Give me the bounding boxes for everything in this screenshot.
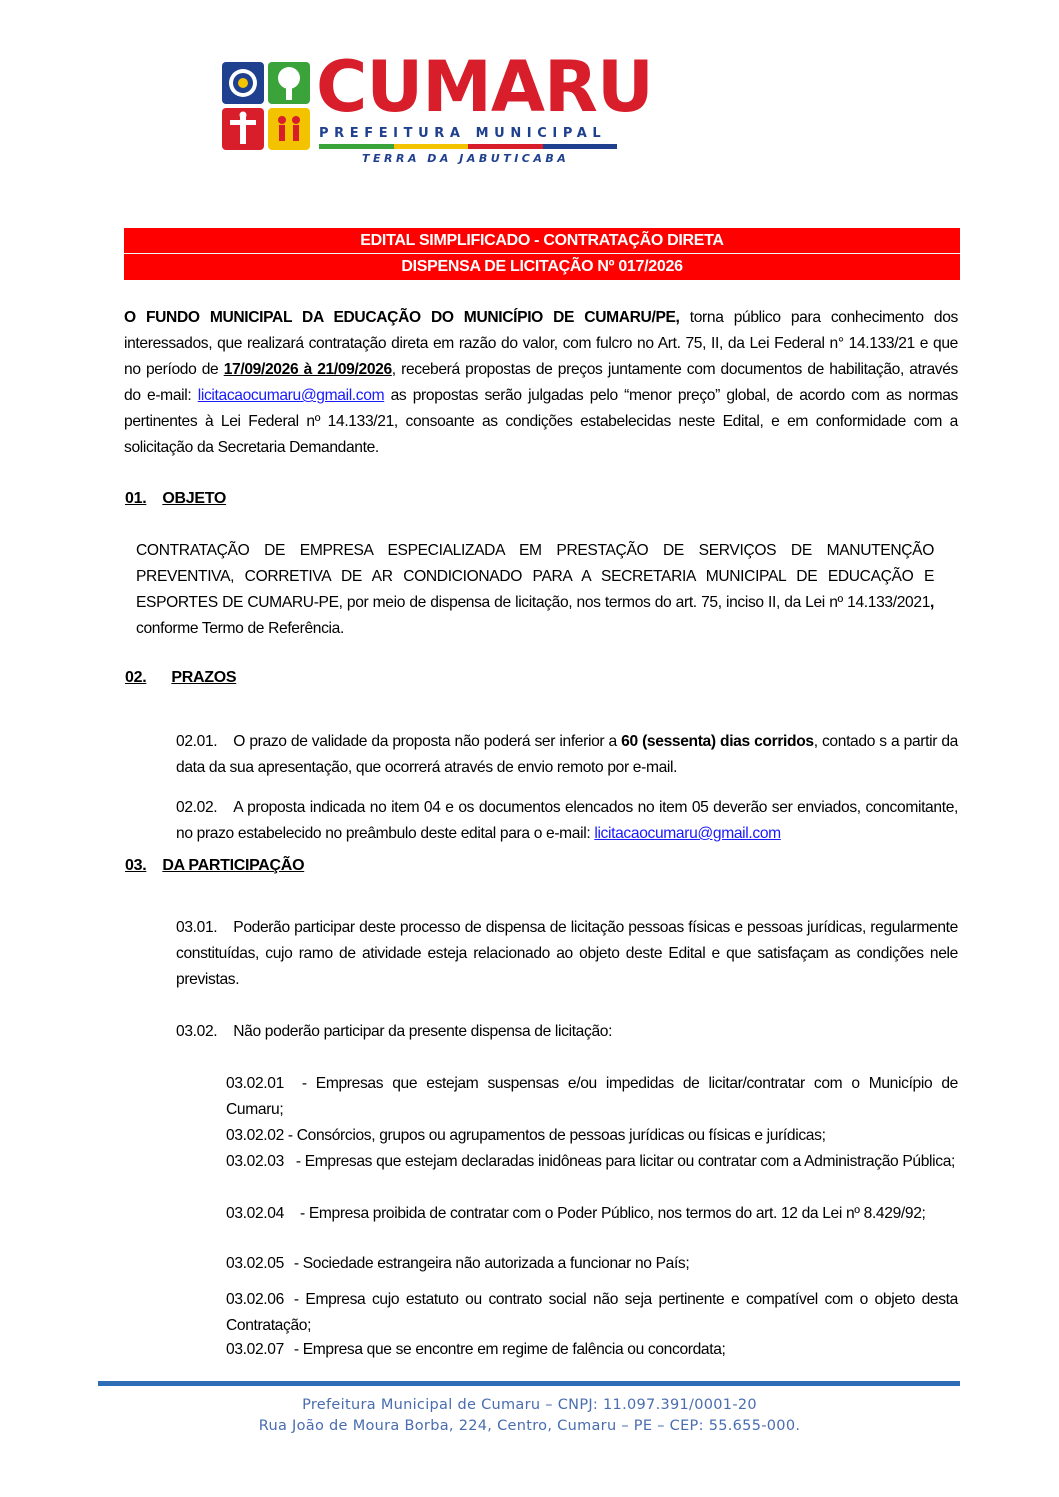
subitem-03-02-03 [226, 1149, 958, 1175]
subitem-code: 03.02.07 [226, 1341, 284, 1358]
item-03-01 [176, 915, 958, 993]
tree-icon [268, 62, 310, 104]
item-03-02-code: 03.02. [176, 1023, 218, 1040]
subitem-text: - Empresas que estejam suspensas e/ou impedidas de licitar/contratar com o Município de Cumaru; [226, 1075, 958, 1118]
subitem-text: - Consórcios, grupos ou agrupamentos de pessoas jurídicas ou físicas e jurídicas; [287, 1127, 826, 1144]
section-02-number: 02. [125, 669, 147, 686]
section-03-number: 03. [125, 857, 147, 874]
subitem-03-02-05 [226, 1251, 958, 1277]
subitem-text: - Empresas que estejam declaradas inidôneas para licitar ou contratar com a Administração Pública; [295, 1153, 956, 1170]
object-description: CONTRATAÇÃO DE EMPRESA ESPECIALIZADA EM PRESTAÇÃO DE SERVIÇOS DE MANUTENÇÃO PREVENTIVA, CORRETIVA DE AR CONDICIONADO PARA A SECRETARIA MUNICIPAL DE EDUCAÇÃO E ESPORTES DE CUMARU-PE, por meio de dispensa de licitação, nos termos do art. 75, inciso II, da Lei nº 14.133/2021 [136, 542, 934, 611]
subitem-03-02-02 [226, 1123, 958, 1149]
brand-subtitle: PREFEITURA MUNICIPAL [319, 126, 607, 141]
intro-text-2: , receberá propostas de preços juntamente com documentos de habilitação, através do e-mail: [124, 361, 958, 404]
intro-period: 17/09/2026 à 21/09/2026 [223, 361, 392, 378]
item-02-01-bold: 60 (sessenta) dias corridos [621, 733, 814, 750]
document-title-banner [124, 228, 960, 280]
intro-email-link[interactable]: licitacaocumaru@gmail.com [197, 387, 385, 404]
banner-line-2: DISPENSA DE LICITAÇÃO Nº 017/2026 [401, 258, 683, 275]
item-02-01 [176, 729, 958, 781]
banner-line-1: EDITAL SIMPLIFICADO - CONTRATAÇÃO DIRETA [360, 232, 724, 249]
subitem-text: - Empresa que se encontre em regime de falência ou concordata; [293, 1341, 726, 1358]
subitem-code: 03.02.02 [226, 1127, 284, 1144]
subitem-03-02-04 [226, 1201, 958, 1227]
subitem-03-02-01 [226, 1071, 958, 1123]
section-02-heading [125, 669, 236, 687]
section-02-title: PRAZOS [171, 669, 237, 686]
logo-emblem [222, 62, 310, 150]
intro-text-3: as propostas serão julgadas pelo “menor preço” global, de acordo com as normas pertinentes à Lei Federal nº 14.133/21, consoante as condições estabelecidas neste Edital, e em conformidade com a solicitação da Secretaria Demandante. [124, 387, 958, 456]
item-02-01-code: 02.01. [176, 733, 218, 750]
footer-line-2: Rua João de Moura Borba, 224, Centro, Cumaru – PE – CEP: 55.655-000. [258, 1418, 801, 1434]
item-03-02-text: Não poderão participar da presente dispensa de licitação: [233, 1023, 613, 1040]
section-01-title: OBJETO [162, 490, 227, 507]
subitem-code: 03.02.05 [226, 1255, 284, 1272]
intro-entity: O FUNDO MUNICIPAL DA EDUCAÇÃO DO MUNICÍPIO DE CUMARU/PE, [124, 309, 680, 326]
section-01-heading [125, 490, 226, 508]
object-comma: , [930, 594, 934, 611]
section-03-heading [125, 857, 304, 875]
item-02-02-email-link[interactable]: licitacaocumaru@gmail.com [594, 825, 781, 842]
footer-divider [98, 1381, 960, 1386]
intro-paragraph [124, 305, 958, 461]
coat-of-arms-icon [222, 62, 264, 104]
brand-color-bars [319, 144, 617, 149]
brand-tagline: TERRA DA JABUTICABA [362, 152, 570, 165]
item-03-01-text: Poderão participar deste processo de dispensa de licitação pessoas físicas e pessoas jurídicas, regularmente constituídas, cujo ramo de atividade esteja relacionado ao objeto deste Edital e que satisfaçam as condições nele previstas. [176, 919, 958, 988]
section-01-object-text [136, 538, 934, 642]
item-02-01-text-2: , contado s a partir da data da sua apresentação, que ocorrerá através de envio remoto por e-mail. [176, 733, 959, 776]
subitem-code: 03.02.06 [226, 1291, 284, 1308]
children-icon [268, 108, 310, 150]
intro-text-1: torna público para conhecimento dos interessados, que realizará contratação direta em razão do valor, com fulcro no Art. 75, II, da Lei Federal n° 14.133/21 e que no período de [124, 309, 958, 378]
subitem-03-02-07 [226, 1337, 958, 1363]
christ-statue-icon [222, 108, 264, 150]
item-02-02-code: 02.02. [176, 799, 218, 816]
subitem-text: - Sociedade estrangeira não autorizada a funcionar no País; [293, 1255, 690, 1272]
subitem-text: - Empresa cujo estatuto ou contrato social não seja pertinente e compatível com o objeto desta Contratação; [226, 1291, 958, 1334]
subitem-code: 03.02.03 [226, 1153, 284, 1170]
subitem-code: 03.02.01 [226, 1075, 284, 1092]
item-02-02-text: A proposta indicada no item 04 e os documentos elencados no item 05 deverão ser enviados, concomitante, no prazo estabelecido no preâmbulo deste edital para o e-mail: [176, 799, 958, 842]
subitem-text: - Empresa proibida de contratar com o Poder Público, nos termos do art. 12 da Lei nº 8.429/92; [300, 1205, 926, 1222]
subitem-code: 03.02.04 [226, 1205, 284, 1222]
section-03-title: DA PARTICIPAÇÃO [162, 857, 305, 874]
item-03-01-code: 03.01. [176, 919, 218, 936]
item-03-02 [176, 1019, 958, 1045]
section-01-number: 01. [125, 490, 147, 507]
object-description-end: conforme Termo de Referência. [136, 620, 344, 637]
subitem-03-02-06 [226, 1287, 958, 1339]
brand-name: CUMARU [316, 46, 653, 128]
item-02-01-text-1: O prazo de validade da proposta não poderá ser inferior a [233, 733, 622, 750]
prefeitura-logo [222, 46, 653, 172]
footer-line-1: Prefeitura Municipal de Cumaru – CNPJ: 11.097.391/0001-20 [302, 1397, 757, 1413]
item-02-02 [176, 795, 958, 847]
